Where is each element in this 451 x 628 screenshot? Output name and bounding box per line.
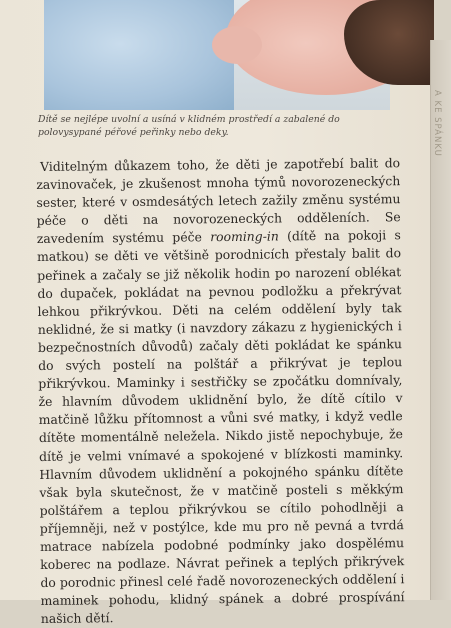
paragraph-emphasis: rooming-in [210, 228, 279, 245]
paragraph-part-2: (dítě na pokoji s matkou) se děti ve většině porodnicích přestaly balit do peřinek a začaly se již několik hodin po narození oblékat do dupaček, pokládat na pevnou podložku a překrývat lehkou přikrývkou. Děti na celém oddělení byly tak neklidné, že si matky (i navzdory zákazu z hygienických i bezpečnostních důvodů) začaly děti pokládat ke spánku do svých postelí na polštář a přikrývat je teplou přikrývkou. Maminky i sestřičky se zpočátku domnívaly, že hlavním důvodem uklidnění bylo, že dítě cítilo v matčině lůžku přítomnost a vůni své matky, i když vedle dítěte momentálně neležela. Nikdo jistě nepochybuje, že dítě je velmi vnímavé a spokojené v blízkosti maminky. Hlavním důvodem uklidnění a pokojného spánku dítěte však byla skutečnost, že v matčině posteli s měkkým polštářem a teplou přikrývkou se cítilo pohodlněji a příjemněji, než v postýlce, kde mu pro ně pevná a tvrdá matrace nabízela podobné podmínky jako dospělému koberec na podlaze. Návrat peřinek a teplých přikrývek do porodnic přinesl celé řadě novorozeneckých oddělení i maminek pohodu, klidný spánek a dobré prospívání našich dětí. [36, 227, 405, 627]
body-paragraph [36, 154, 405, 628]
chapter-side-tab-label: A KE SPÁNKU [432, 90, 442, 157]
sleeping-baby-photo [44, 0, 390, 110]
blanket-shape [44, 0, 234, 110]
photo-caption: Dítě se nejlépe uvolní a usíná v klidném prostředí a zabalené do polovysypané péřové peřinky nebo deky. [38, 114, 340, 138]
baby-hand-shape [212, 26, 262, 64]
paragraph-part-1: Viditelným důkazem toho, že děti je zapotřebí balit do zavinovaček, je zkušenost mnoha týmů novorozeneckých sester, které v osmdesátých letech zažily změnu systému péče o děti na novorozeneckých odděleních. Se zavedením systému péče [36, 155, 401, 247]
